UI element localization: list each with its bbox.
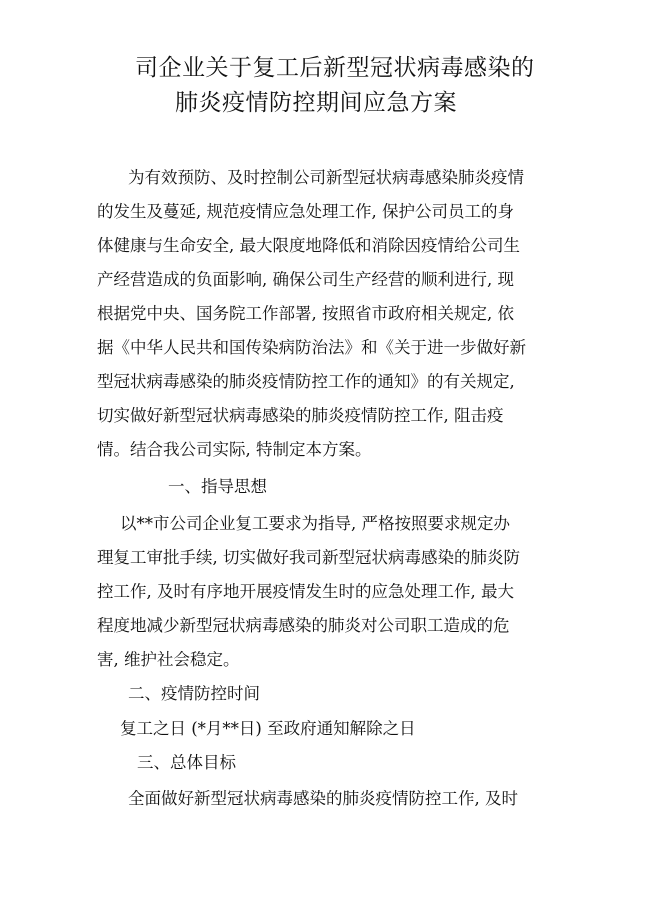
intro-line: 型冠状病毒感染的肺炎疫情防控工作的通知》的有关规定, — [97, 372, 515, 391]
section-heading-control-period: 二、疫情防控时间 — [128, 684, 260, 703]
intro-line: 产经营造成的负面影响, 确保公司生产经营的顺利进行, 现 — [97, 270, 514, 289]
section-heading-overall-goal: 三、总体目标 — [137, 753, 236, 772]
intro-line: 根据党中央、国务院工作部署, 按照省市政府相关规定, 依 — [97, 304, 514, 323]
intro-line: 为有效预防、及时控制公司新型冠状病毒感染肺炎疫情 — [128, 168, 524, 187]
document-title-line-1: 司企业关于复工后新型冠状病毒感染的 — [135, 55, 535, 81]
section-line: 全面做好新型冠状病毒感染的肺炎疫情防控工作, 及时 — [128, 789, 518, 808]
section-line: 以**市公司企业复工要求为指导, 严格按照要求规定办 — [120, 514, 510, 533]
intro-line: 据《中华人民共和国传染病防治法》和《关于进一步做好新 — [97, 338, 526, 357]
intro-line: 的发生及蔓延, 规范疫情应急处理工作, 保护公司员工的身 — [97, 202, 514, 221]
section-line: 控工作, 及时有序地开展疫情发生时的应急处理工作, 最大 — [97, 582, 514, 601]
document-title-line-2: 肺炎疫情防控期间应急方案 — [175, 90, 457, 116]
section-line: 理复工审批手续, 切实做好我司新型冠状病毒感染的肺炎防 — [97, 548, 520, 567]
intro-line: 体健康与生命安全, 最大限度地降低和消除因疫情给公司生 — [97, 236, 520, 255]
section-line: 程度地减少新型冠状病毒感染的肺炎对公司职工造成的危 — [97, 616, 510, 635]
section-line: 害, 维护社会稳定。 — [97, 650, 240, 669]
section-line: 复工之日 (*月**日) 至政府通知解除之日 — [120, 719, 416, 738]
intro-line: 情。结合我公司实际, 特制定本方案。 — [97, 440, 372, 459]
section-heading-guiding-ideology: 一、指导思想 — [168, 477, 267, 496]
intro-line: 切实做好新型冠状病毒感染的肺炎疫情防控工作, 阻击疫 — [97, 406, 504, 425]
